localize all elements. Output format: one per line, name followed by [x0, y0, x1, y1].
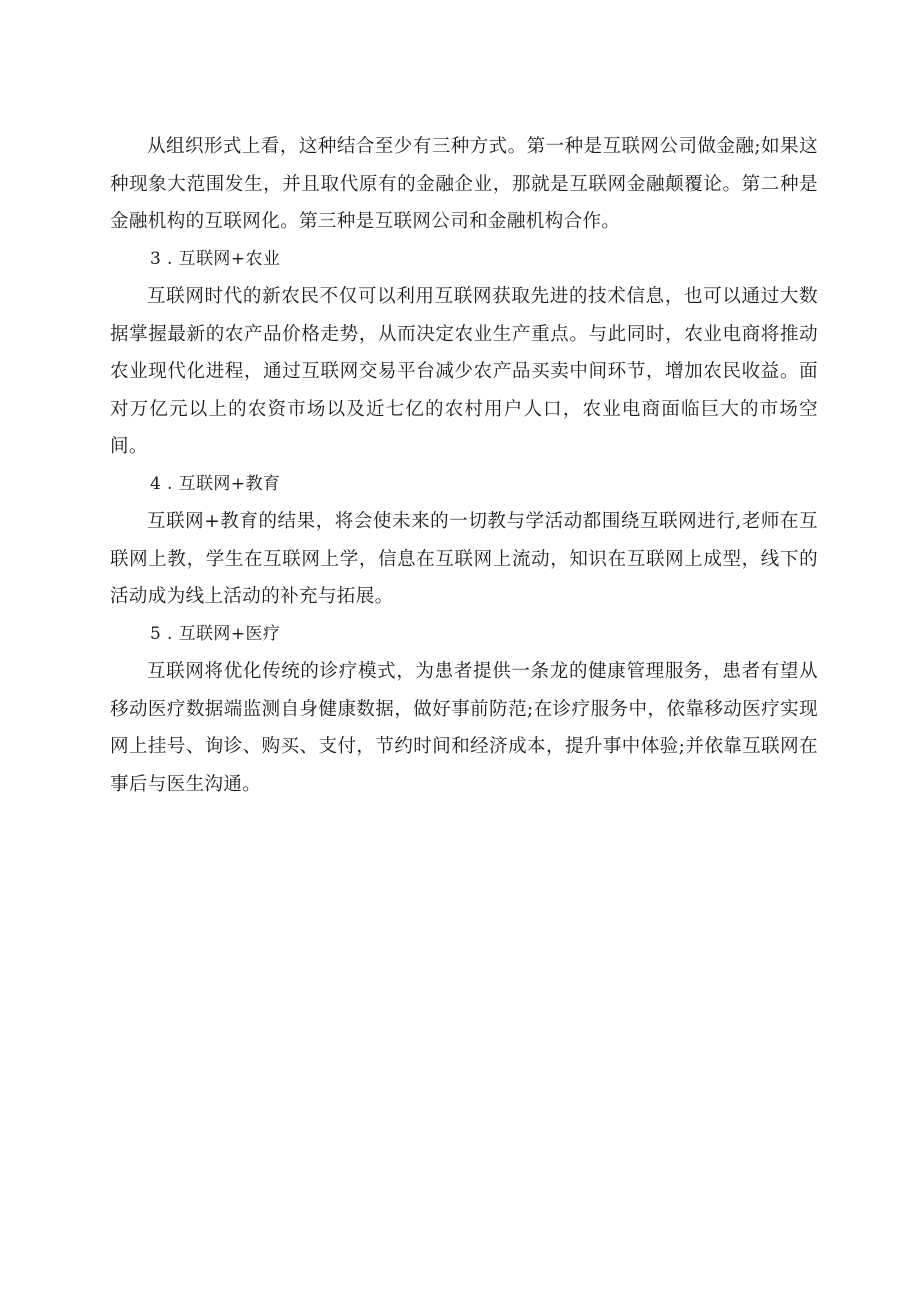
intro-paragraph: 从组织形式上看，这种结合至少有三种方式。第一种是互联网公司做金融;如果这种现象大范围发生，并且取代原有的金融企业，那就是互联网金融颠覆论。第二种是金融机构的互联网化。第三种是互联网公司和金融机构合作。 [110, 136, 818, 232]
section-heading-agriculture: 3 . 互联网+农业 [150, 248, 281, 269]
section-body-medical: 互联网将优化传统的诊疗模式，为患者提供一条龙的健康管理服务，患者有望从移动医疗数据端监测自身健康数据，做好事前防范;在诊疗服务中，依靠移动医疗实现网上挂号、询诊、购买、支付，节约时间和经济成本，提升事中体验;并依靠互联网在事后与医生沟通。 [110, 661, 818, 795]
section-heading-education: 4 . 互联网+教育 [150, 473, 281, 494]
document-body [110, 128, 818, 803]
section-body-agriculture: 互联网时代的新农民不仅可以利用互联网获取先进的技术信息，也可以通过大数据掌握最新的农产品价格走势，从而决定农业生产重点。与此同时，农业电商将推动农业现代化进程，通过互联网交易平台减少农产品买卖中间环节，增加农民收益。面对万亿元以上的农资市场以及近七亿的农村用户人口，农业电商面临巨大的市场空间。 [110, 286, 818, 457]
section-body-education: 互联网+教育的结果，将会使未来的一切教与学活动都围绕互联网进行,老师在互联网上教，学生在互联网上学，信息在互联网上流动，知识在互联网上成型，线下的活动成为线上活动的补充与拓展。 [110, 511, 818, 607]
section-heading-medical: 5 . 互联网+医疗 [150, 623, 281, 644]
